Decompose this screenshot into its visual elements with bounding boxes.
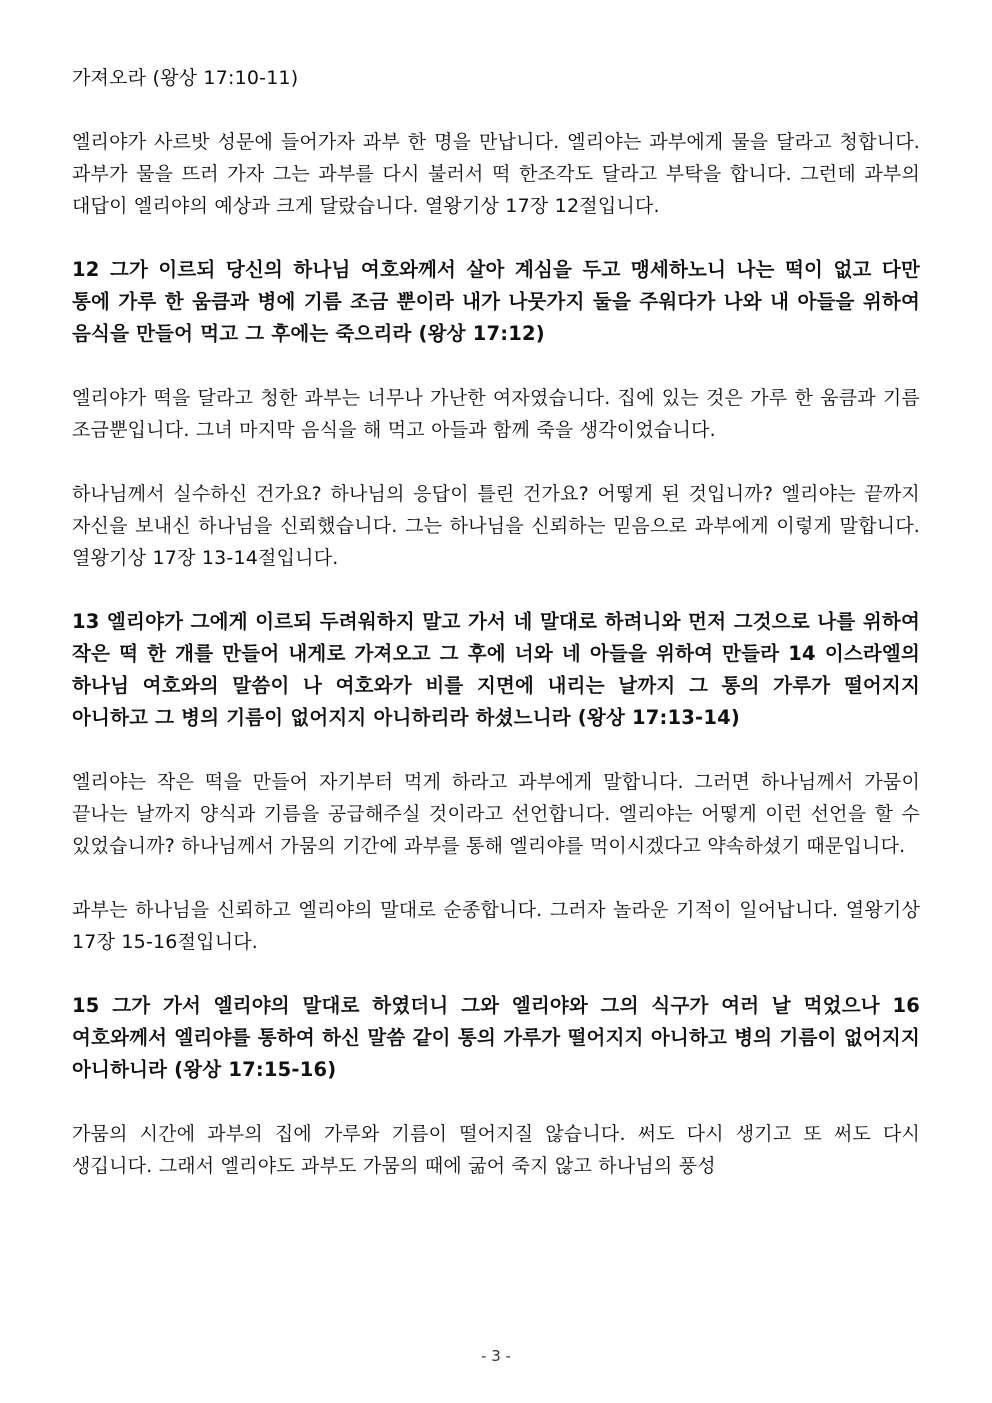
paragraph-trust-god: 하나님께서 실수하신 건가요? 하나님의 응답이 틀린 건가요? 어떻게 된 것입니까? 엘리야는 끝까지 자신을 보내신 하나님을 신뢰했습니다. 그는 하나님을 신뢰하는 믿음으로 과부에게 이렇게 말합니다. 열왕기상 17장 13-14절입니다. (72, 483, 920, 569)
scripture-quote-17-12: 12 그가 이르되 당신의 하나님 여호와께서 살아 계심을 두고 맹세하노니 나는 떡이 없고 다만 통에 가루 한 움큼과 병에 기름 조금 뿐이라 내가 나뭇가지 둘을 주워다가 나와 내 아들을 위하여 음식을 만들어 먹고 그 후에는 죽으리라 (왕상 17:12) (72, 258, 920, 345)
paragraph-poor-widow: 엘리야가 떡을 달라고 청한 과부는 너무나 가난한 여자였습니다. 집에 있는 것은 가루 한 움큼과 기름 조금뿐입니다. 그녀 마지막 음식을 해 먹고 아들과 함께 죽을 생각이었습니다. (72, 387, 920, 441)
scripture-quote-17-13-14: 13 엘리야가 그에게 이르되 두려워하지 말고 가서 네 말대로 하려니와 먼저 그것으로 나를 위하여 작은 떡 한 개를 만들어 내게로 가져오고 그 후에 너와 네 아들을 위하여 만들라 14 이스라엘의 하나님 여호와의 말씀이 나 여호와가 비를 지면에 내리는 날까지 그 통의 가루가 떨어지지 아니하고 그 병의 기름이 없어지지 아니하리라 하셨느니라 (왕상 17:13-14) (72, 610, 920, 729)
paragraph-widow-obeys: 과부는 하나님을 신뢰하고 엘리야의 말대로 순종합니다. 그러자 놀라운 기적이 일어납니다. 열왕기상 17장 15-16절입니다. (72, 899, 920, 953)
paragraph-widow-meeting: 엘리야가 사르밧 성문에 들어가자 과부 한 명을 만납니다. 엘리야는 과부에게 물을 달라고 청합니다. 과부가 물을 뜨러 가자 그는 과부를 다시 불러서 떡 한조각도 달라고 부탁을 합니다. 그런데 과부의 대답이 엘리야의 예상과 크게 달랐습니다. 열왕기상 17장 12절입니다. (72, 131, 920, 217)
document-body (72, 62, 920, 1182)
paragraph-verse-reference: 가져오라 (왕상 17:10-11) (72, 67, 299, 89)
paragraph-drought-provision: 가뭄의 시간에 과부의 집에 가루와 기름이 떨어지질 않습니다. 써도 다시 생기고 또 써도 다시 생깁니다. 그래서 엘리야도 과부도 가뭄의 때에 굶어 죽지 않고 하나님의 풍성 (72, 1123, 920, 1177)
scripture-quote-17-15-16: 15 그가 가서 엘리야의 말대로 하였더니 그와 엘리야와 그의 식구가 여러 날 먹었으나 16 여호와께서 엘리야를 통하여 하신 말씀 같이 통의 가루가 떨어지지 아니하고 병의 기름이 없어지지 아니하니라 (왕상 17:15-16) (72, 994, 920, 1081)
page-number: - 3 - (481, 1347, 511, 1365)
paragraph-elijah-declaration: 엘리야는 작은 떡을 만들어 자기부터 먹게 하라고 과부에게 말합니다. 그러면 하나님께서 가뭄이 끝나는 날까지 양식과 기름을 공급해주실 것이라고 선언합니다. 엘리야는 어떻게 이런 선언을 할 수 있었습니까? 하나님께서 가뭄의 기간에 과부를 통해 엘리야를 먹이시겠다고 약속하셨기 때문입니다. (72, 771, 920, 857)
